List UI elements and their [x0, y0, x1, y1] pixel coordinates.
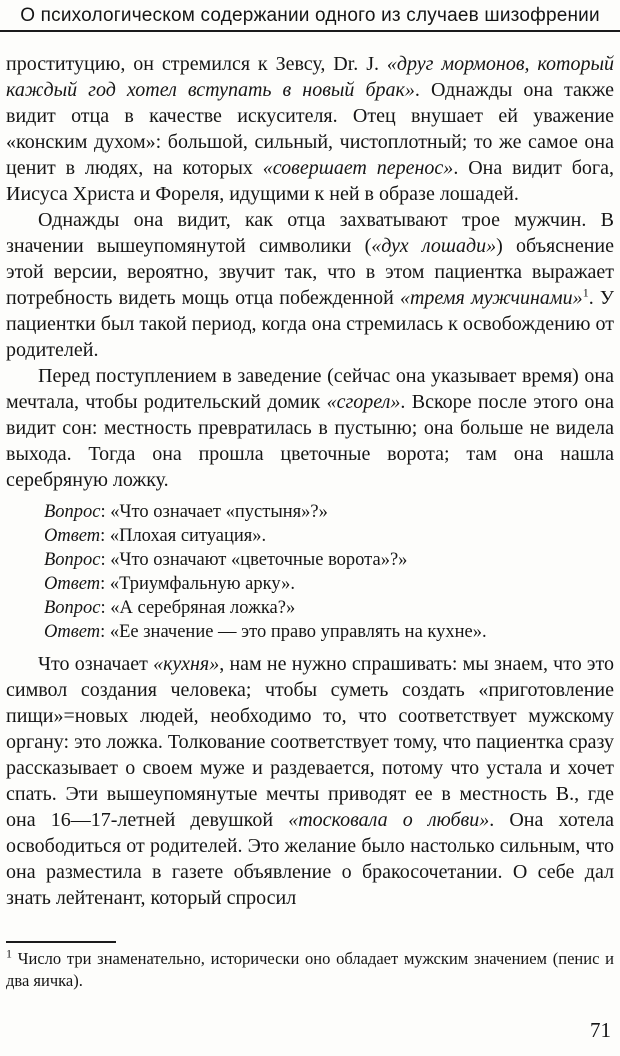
dialog-block: [44, 500, 614, 644]
dialog-text: : «А серебряная ложка?»: [100, 598, 296, 618]
dialog-text: : «Ее значение — это право управлять на кухне».: [100, 622, 487, 642]
body-text-run: Перед поступлением в заведение (сейчас она указывает время) она мечтала, чтобы родительский домик: [6, 365, 614, 413]
dialog-text: : «Что означает «пустыня»?»: [100, 502, 328, 522]
emphasized-text: «дух лошади»: [371, 235, 497, 257]
body-text-run: . Однажды она также видит отца в качестве искусителя. Отец внушает ей уважение «конским духом»: большой, сильный, чистоплотный; то же самое она ценит в людях, на которых: [6, 79, 614, 179]
dialog-speaker-label: Вопрос: [44, 502, 101, 522]
dialog-text: : «Что означают «цветочные ворота»?»: [100, 550, 408, 570]
dialog-speaker-label: Вопрос: [44, 598, 101, 618]
text-block-before-dialog: [6, 51, 614, 493]
emphasized-text: «кухня»: [153, 653, 220, 675]
dialog-speaker-label: Вопрос: [44, 550, 101, 570]
body-text-run: Однажды она видит, как отца захватывают трое мужчин. В значении вышеупомянутой символики (: [6, 209, 614, 257]
dialog-line: [44, 524, 614, 548]
dialog-line: [44, 548, 614, 572]
emphasized-text: «тремя мужчинами»: [399, 287, 583, 309]
running-head: [0, 0, 620, 26]
emphasized-text: «сгорел»: [326, 391, 401, 413]
body-text-run: . Она видит бога, Иисуса Христа и Фореля, идущими к ней в образе лошадей.: [6, 157, 614, 205]
paragraph: [6, 363, 614, 493]
footnote-marker: 1: [6, 946, 12, 961]
body-text-run: , нам не нужно спрашивать: мы знаем, что это символ создания человека; чтобы суметь создать «приготовление пищи»=новых людей, необходимо то, что соответствует мужскому органу: это ложка. Толкование соответствует тому, что пациентка сразу рассказывает о своем муже и раздевается, потому что устала и хочет спать. Эти вышеупомянутые мечты приводят ее в местность В., где она 16—17-летней девушкой: [6, 653, 614, 831]
text-block-after-dialog: [6, 651, 614, 911]
dialog-text: : «Триумфальную арку».: [100, 574, 295, 594]
body-text-run: . У пациентки был такой период, когда она стремилась к освобождению от родителей.: [6, 287, 614, 361]
body-text-run: . Она хотела освободиться от родителей. Это желание было настолько сильным, что она разместила в газете объявление о бракосочетании. О себе дал знать лейтенант, который спросил: [6, 809, 614, 909]
footnote-reference: 1: [582, 285, 589, 300]
body-text-run: ) объяснение этой версии, вероятно, звучит так, что в этом пациентка выражает потребность видеть мощь отца побежденной: [6, 235, 614, 309]
dialog-speaker-label: Ответ: [44, 622, 101, 642]
dialog-line: [44, 620, 614, 644]
footnote: [6, 948, 614, 992]
paragraph: [6, 207, 614, 363]
page-title: О психологическом содержании одного из случаев шизофрении: [20, 5, 600, 26]
emphasized-text: «тосковала о любви»: [288, 809, 490, 831]
page-body: [0, 32, 620, 911]
emphasized-text: «друг мормонов, который каждый год хотел вступать в новый брак»: [6, 53, 614, 101]
dialog-speaker-label: Ответ: [44, 574, 101, 594]
dialog-text: : «Плохая ситуация».: [100, 526, 267, 546]
dialog-line: [44, 500, 614, 524]
footnote-area: [6, 941, 614, 992]
page-number: 71: [590, 1018, 611, 1042]
body-text-run: проституцию, он стремился к Зевсу, Dr. J.: [6, 53, 387, 75]
paragraph: [6, 51, 614, 207]
paragraph: [6, 651, 614, 911]
dialog-speaker-label: Ответ: [44, 526, 101, 546]
footnote-text: Число три знаменательно, исторически оно обладает мужским значением (пенис и два яичка).: [6, 949, 615, 990]
dialog-line: [44, 572, 614, 596]
dialog-line: [44, 596, 614, 620]
body-text-run: Что означает: [38, 653, 154, 675]
body-text-run: . Вскоре после этого она видит сон: местность превратилась в пустыню; она больше не видела выхода. Тогда она прошла цветочные ворота; там она нашла серебряную ложку.: [6, 391, 615, 491]
emphasized-text: «совершает перенос»: [262, 157, 454, 179]
footnote-rule: [6, 941, 116, 943]
